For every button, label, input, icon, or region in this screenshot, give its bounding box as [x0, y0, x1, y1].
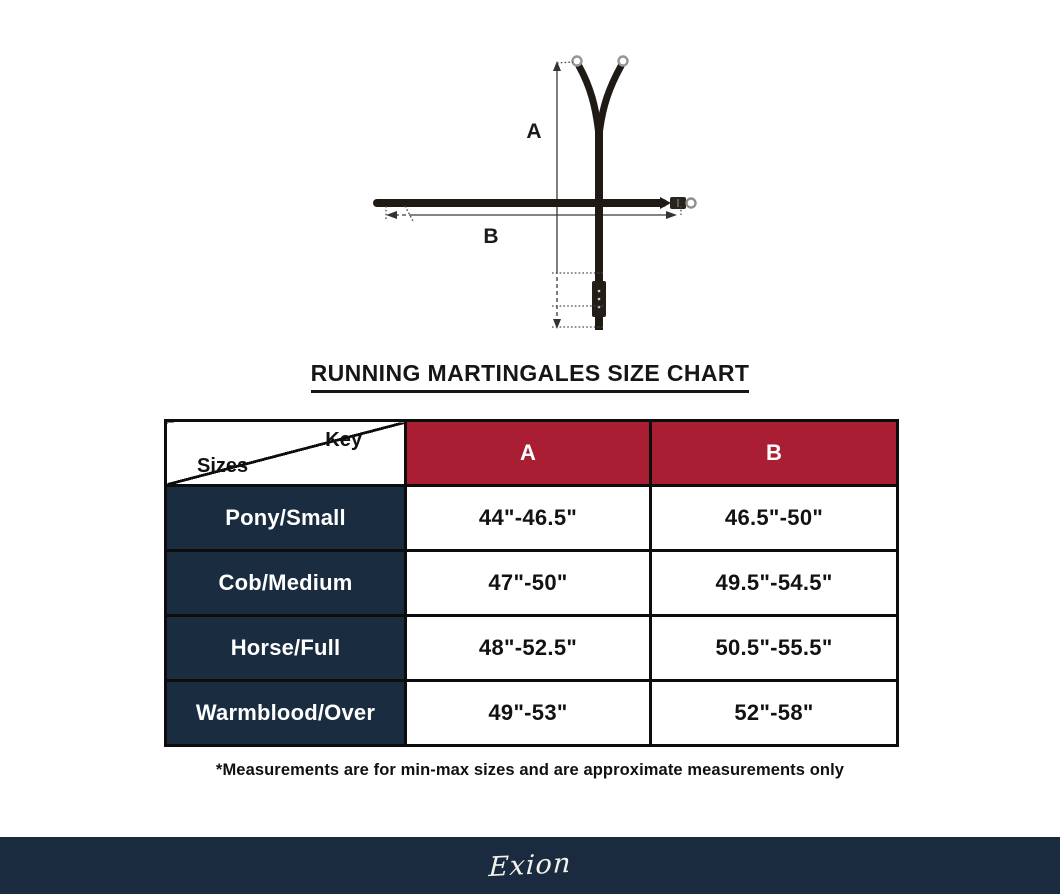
brand-logo: Exion — [487, 847, 573, 884]
row-label: Cob/Medium — [166, 551, 406, 616]
page-title: RUNNING MARTINGALES SIZE CHART — [311, 360, 750, 393]
corner-cell — [166, 421, 406, 486]
title-wrap — [0, 360, 1060, 393]
martingale-diagram — [0, 0, 1060, 350]
value-b: 49.5"-54.5" — [651, 551, 898, 616]
dimension-label-a: A — [526, 120, 542, 143]
value-b: 46.5"-50" — [651, 486, 898, 551]
row-label: Horse/Full — [166, 616, 406, 681]
value-b: 50.5"-55.5" — [651, 616, 898, 681]
neck-strap — [377, 197, 696, 209]
right-ring — [619, 57, 628, 66]
arrowhead-right — [666, 211, 677, 219]
row-label: Warmblood/Over — [166, 681, 406, 746]
dotted-guides — [386, 62, 681, 327]
row-label: Pony/Small — [166, 486, 406, 551]
column-header-b: B — [651, 421, 898, 486]
table-row — [166, 551, 898, 616]
table-row — [166, 681, 898, 746]
martingale-fork-strap — [573, 57, 628, 331]
value-a: 44"-46.5" — [406, 486, 651, 551]
corner-sizes-label: Sizes — [197, 455, 249, 477]
value-a: 48"-52.5" — [406, 616, 651, 681]
left-ring — [573, 57, 582, 66]
value-a: 49"-53" — [406, 681, 651, 746]
footer-bar — [0, 837, 1060, 894]
table-row — [166, 486, 898, 551]
size-table — [164, 419, 899, 747]
column-header-a: A — [406, 421, 651, 486]
dimension-label-b: B — [483, 225, 499, 248]
arrowhead-left — [386, 211, 397, 219]
table-header-row — [166, 421, 898, 486]
corner-key-label: Key — [325, 429, 362, 451]
measurements-footnote: *Measurements are for min-max sizes and are approximate measurements only — [215, 761, 845, 779]
value-b: 52"-58" — [651, 681, 898, 746]
table-row — [166, 616, 898, 681]
value-a: 47"-50" — [406, 551, 651, 616]
